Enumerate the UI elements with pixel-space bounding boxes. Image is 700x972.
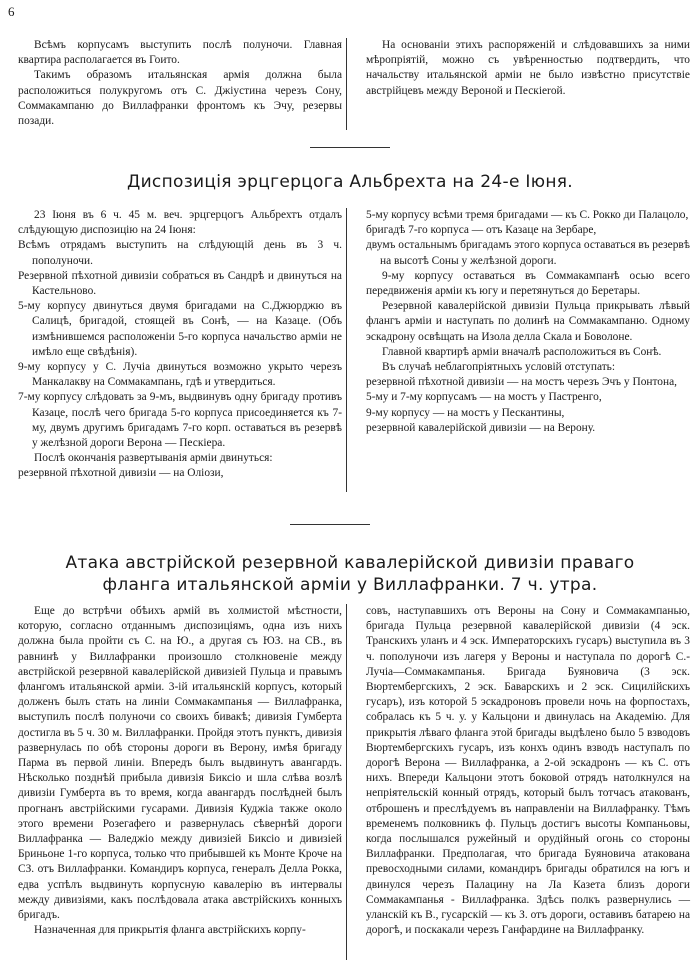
paragraph: Назначенная для прикрытія фланга австрійскихъ корпу- xyxy=(34,924,306,937)
title-line: фланга итальянской арміи у Виллафранки. 7 ч. утра. xyxy=(102,575,598,595)
disposition-left-column xyxy=(18,208,342,482)
paragraph: двумъ остальнымъ бригадамъ этого корпуса оставаться въ резервѣ на высотѣ Соны у желѣзной дороги. xyxy=(366,239,690,267)
paragraph: 5-му корпусу всѣми тремя бригадами — къ С. Рокко ди Палацоло, xyxy=(366,209,689,221)
attack-left-column xyxy=(18,604,342,938)
title-line: Атака австрійской резервной кавалерійской дивизіи праваго xyxy=(65,553,635,573)
section-title-attack xyxy=(10,552,690,596)
paragraph: 9-му корпусу у С. Лучіа двинуться возможно укрыто черезъ Манкалакву на Соммакампань, гдѣ и утвердиться. xyxy=(18,361,342,389)
paragraph: 9-му корпусу — на мостъ у Пескантины, xyxy=(366,406,565,419)
paragraph: Резервной кавалерійской дивизіи Пульца прикрывать лѣвый флангъ арміи и наступать по долинѣ на Соммакампаню. Одному эскадрону освѣщать на Изола делла Скала и Боволоне. xyxy=(366,300,690,343)
paragraph: резервной пѣхотной дивизіи — на мостъ черезъ Эчъ у Понтона, xyxy=(366,376,678,389)
paragraph: 7-му корпусу слѣдовать за 9-мъ, выдвинувъ одну бригаду противъ Казаце, послѣ чего бригада 5-го корпуса присоединяется къ 7-му, двумъ другимъ бригадамъ 7-го корп. оставаться въ резервѣ у желѣзной дороги Верона — Пескіера. xyxy=(18,391,342,450)
paragraph: Всѣмъ отрядамъ выступить на слѣдующій день въ 3 ч. пополуночи. xyxy=(18,239,342,267)
attack-right-column xyxy=(366,604,690,938)
top-right-column xyxy=(366,38,690,129)
paragraph: Въ случаѣ неблагопріятныхъ условій отступать: xyxy=(382,361,616,374)
column-divider xyxy=(346,38,347,130)
section-rule xyxy=(290,524,370,525)
paragraph: Послѣ окончанія развертыванія арміи двинуться: xyxy=(34,452,273,465)
paragraph: совъ, наступавшихъ отъ Вероны на Сону и Соммакампанью, бригада Пульца резервной кавалерійской дивизіи (4 эск. Транскихъ уланъ и 4 эск. Императорскихъ гусаръ) выступила въ 3 ч. пополуночи изъ лагеря у Вероны и наступала по дорогѣ С.-Лучіа—Соммакампанья. Бригада Буяновича (3 эск. Вюртембергскихъ, 2 эск. Баварскихъ и 2 эск. Сицилійскихъ гусаръ), изъ которой 5 эскадроновъ провели ночь на форпостахъ, собралась къ 5 ч. у. у Кальцони и двинулась на Академію. Для прикрытія лѣваго фланга этой бригады выдѣлено было 5 взводовъ Вюртембергскихъ гусаръ, изъ конхъ одинъ взводъ наступалъ по дорогѣ Верона — Виллафранка, а 2-ой эскадронъ — къ С. отъ нихъ. Впереди Кальцони этотъ боковой отрядъ натолкнулся на непріятельскій конный отрядъ, который былъ тотчасъ атакованъ, отброшенъ и преслѣдуемъ въ направленіи на Виллафранку. Тѣмъ временемъ полковникъ ф. Пульцъ достигъ высоты Компаньовы, когда послышался ружейный и орудійный огонь со стороны Виллафранки. Предполагая, что бригада Буяновича атакована превосходными силами, командиръ бригады обратился на югъ и двинулся черезъ Палацину на Ла Казета близъ дороги Соммакампанья - Виллафранка. Здѣсь полкъ развернулись — уланскій къ В., гусарскій — къ З. отъ дороги, оставивъ батарею на дорогѣ, и поскакали черезъ Ганфардине на Виллафранку. xyxy=(366,605,690,937)
paragraph: Главной квартирѣ арміи вначалѣ расположиться въ Сонѣ. xyxy=(382,345,662,358)
paragraph: 23 Іюня въ 6 ч. 45 м. веч. эрцгерцогъ Альбрехтъ отдалъ слѣдующую диспозицію на 24 Іюня: xyxy=(18,209,342,237)
disposition-section xyxy=(18,208,690,482)
paragraph: Всѣмъ корпусамъ выступить послѣ полуночи. Главная квартира располагается въ Гоито. xyxy=(18,39,342,67)
top-section xyxy=(18,38,690,129)
column-divider xyxy=(346,604,347,960)
paragraph: Еще до встрѣчи обѣихъ армій въ холмистой мѣстности, которую, согласно отданнымъ диспозиціямъ, одна изъ нихъ должна была пройти съ С. на Ю., а другая съ ЮЗ. на СВ., въ равнинѣ у Виллафранки произошло столкновеніе между австрійской резервной кавалерійской дивизіей Пульца и правымъ флангомъ итальянской арміи. 3-ій итальянскій корпусъ, который долженъ былъ стать на линіи Соммакампанья — Виллафранка, выступилъ послѣ полуночи со своихъ бивакѣ; дивизія Гумберта достигла въ 5 ч. 30 м. Виллафранки. Пройдя этотъ пунктъ, дивизія развернулась по обѣ стороны дороги въ Верону, имѣя бригаду Парма въ первой линіи. Впередъ былъ выдвинутъ авангардъ. Нѣсколько позднѣй прибыла дивизія Биксіо и шла слѣва возлѣ дивизіи Гумберта въ то время, когда авангардъ послѣдней былъ прогнанъ австрійскими гусарами. Дивизія Куджіа также около этого времени Розегафero и развернулась сѣвернѣй дороги Виллафранка — Валеджіо между дивизіей Биксіо и дивизіей Бриньоне 1-го корпуса, только что прибывшей къ Монте Кроче на СЗ. отъ Виллафранки. Командиръ корпуса, генералъ Делла Рокка, едва успѣлъ выдвинуть корпусную кавалерію въ интервалы между дивизіями, какъ послѣдовала атака австрійскихъ конныхъ бригадъ. xyxy=(18,605,342,922)
paragraph: Резервной пѣхотной дивизіи собраться въ Сандрѣ и двинуться на Кастельново. xyxy=(18,269,342,298)
column-divider xyxy=(346,208,347,492)
paragraph: 5-му корпусу двинуться двумя бригадами на С.Джюрджю въ Салицѣ, бригадой, стоящей въ Сонѣ, — на Казаце. (Объ измѣнившемся расположеніи 5-го корпуса начальство арміи не имѣло еще свѣдѣнія). xyxy=(18,300,342,358)
paragraph: На основаніи этихъ распоряженій и слѣдовавшихъ за ними мѣропріятій, можно съ увѣренностью подтвердить, что начальству итальянской арміи не было извѣстно присутствіе австрійцевъ между Вероной и Пескierой. xyxy=(366,39,690,97)
disposition-right-column xyxy=(366,208,690,482)
section-title-disposition: Диспозиція эрцгерцога Альбрехта на 24-е Іюня. xyxy=(127,172,573,192)
top-left-column xyxy=(18,38,342,129)
paragraph: Такимъ образомъ итальянская армія должна была расположиться полукругомъ отъ С. Джіустина черезъ Сону, Соммакампаню до Виллафранки фронтомъ къ Эчу, резервы позади. xyxy=(18,69,342,128)
section-rule xyxy=(310,147,390,148)
paragraph: резервной кавалерійской дивизіи — на Верону. xyxy=(366,421,596,434)
paragraph: бригадѣ 7-го корпуса — отъ Казаце на Зербаре, xyxy=(366,224,597,237)
paragraph: 5-му и 7-му корпусамъ — на мостъ у Пастренго, xyxy=(366,391,602,404)
paragraph: 9-му корпусу оставаться въ Соммакампанѣ осью всего передвиженія арміи къ югу и перетянуться до Беретары. xyxy=(366,269,690,298)
attack-section xyxy=(18,604,690,938)
page-number: 6 xyxy=(8,4,15,19)
paragraph: резервной пѣхотной дивизіи — на Оліози, xyxy=(18,467,224,480)
